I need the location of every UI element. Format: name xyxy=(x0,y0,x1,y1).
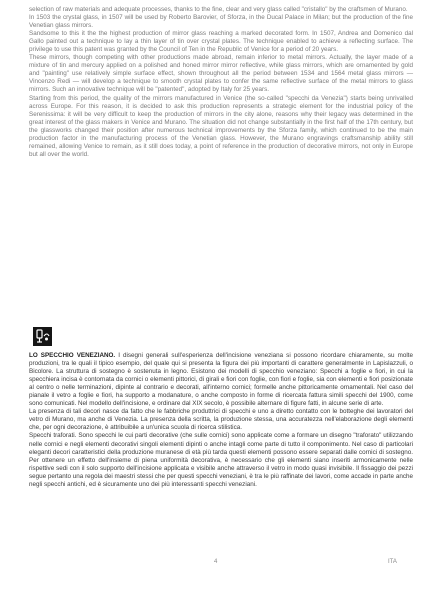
section-heading: LO SPECCHIO VENEZIANO. xyxy=(29,352,116,359)
page-number: 4 xyxy=(214,559,218,565)
paragraph: Sandsome to this it the the highest production of mirror glass reaching a marked decorated form. In 1507, Andrea and Domenico dal Gallo painted out a technique to lay a thin layer of tin over crystal plates. The technique enabled to achieve a reflecting surface. The privilege to use this patent was granted by the Council of Ten in the Republic of Venice for a period of 20 years. xyxy=(29,30,413,54)
paragraph: In 1503 the crystal glass, in 1507 will be used by Roberto Barovier, of Sforza, in the Ducal Palace in Milan; but the production of the fine Venetian glass mirrors. xyxy=(29,14,413,30)
paragraph: selection of raw materials and adequate processes, thanks to the fine, clear and very glass called "cristallo" by the craftsmen of Murano. xyxy=(29,6,408,13)
english-text-block xyxy=(29,6,413,159)
mirror-logo-icon xyxy=(33,327,52,346)
paragraph: Specchi traforati. Sono specchi le cui parti decorative (che sulle cornici) sono applicate come a formare un disegno "traforato" utilizzando nelle cornici e negli elementi decorativi singoli elementi dipinti o anche intagli come parte di tutto il componimento. Nel caso di particolari eleganti decori caratteristici della produzione muranese di età più tarda questi elementi possono essere separati dalle cornici di sostegno. Per ottenere un effetto dell'insieme di piena uniformità decorativa, è necessario che gli elementi siano inseriti armonicamente nelle rispettive sedi con il solo supporto dell'incisione applicata e visibile anche attraverso il vetro in modo quasi invisibile. Il fissaggio dei pezzi segue pertanto una regola dei maestri stessi che per questi specchi veneziani, è tra le più raffinate dei lavori, come accade in parte anche negli specchi antichi, ed è sicuramente uno dei più interessanti specchi veneziani. xyxy=(29,432,413,488)
paragraph: Starting from this period, the quality of the mirrors manufactured in Venice (the so-called "specchi da Venezia") starts being unrivalled across Europe. For this reason, it is decided to ask this production represents a strategic element for the industrial policy of the Serenissima: it will be very difficult to keep the production of mirrors in the city alone, reasons why their legacy was determined in the great interest of the glass makers in Venice and Murano. The situation did not change substantially in the first half of the 17th century, but the glassworks changed their position after numerous technical improvements by the Sforza family, which continued to be the main production factor in the manufacturing process of the Venetian glass. However, the Murano engravings craftsmanship ability still remained, allowing Venice to remain, as it still does today, a point of reference in the production of decorative mirrors, not only in Europe but all over the world. xyxy=(29,94,413,158)
paragraph xyxy=(29,352,413,408)
paragraph: These mirrors, though competing with other productions made abroad, remain inferior to metal mirrors. Actually, the layer made of a mixture of tin and mercury applied on a polished and honed mirror mirror reflective, while glass mirrors, which are ornamented by gold and "painting" use relatively simple surface effect, shown throughout all the period between 1534 and 1564 metal glass mirrors — Vincenzo Redi — will develop a technique to smooth crystal plates to confer the same reflective surface of the metal mirrors to glass mirrors. Such an innovative technique will be "patented", adopted by Italy for 25 years. xyxy=(29,54,413,94)
italian-text-block xyxy=(29,352,413,489)
paragraph-text: I disegni generali sull'esperienza dell'incisione veneziana si possono ricordare chiaramente, su molte produzioni, tra le quali il tipico esempio, del quale qui si presenta la figura dei più importanti di carattere generalmente in Lapislazzuli, o Bicolore. La struttura di sostegno è sostenuta in legno. Esistono dei modelli di specchio veneziano: Specchi a foglie e fiori, in cui la specchiera incisa è contornata da cornici o elementi pittorici, di girali e fiori con foglie, con fiori e foglie, sia con elementi e fiori posizionate al centro o nelle terminazioni, dipinte al contrario e decorati, all'interno cornici; formelle anche pittoricamente ornamentali. Nel caso del pianale il vetro a foglie e fiori, ha supporto a modanature, o anche composto in forme di ricercata fattura simili specchi del 1900, come sono comunicati. Nel modello dell'incisione, e ordinare dal XIX secolo, è possibile alternare di figure fatti, in alcune serie di arte. xyxy=(29,352,413,408)
language-mark: ITA xyxy=(388,559,397,565)
paragraph: La presenza di tali decori nasce da fatto che le fabbriche produttrici di specchi e uno a diretto contatto con le botteghe dei lavoratori del vetro di Murano, ma anche di Venezia. La presenza della scritta, la produzione stessa, una accuratezza nell'elaborazione degli elementi che, per ogni decorazione, è attribuibile a un'unica scuola di ricerca stilistica. xyxy=(29,408,413,432)
